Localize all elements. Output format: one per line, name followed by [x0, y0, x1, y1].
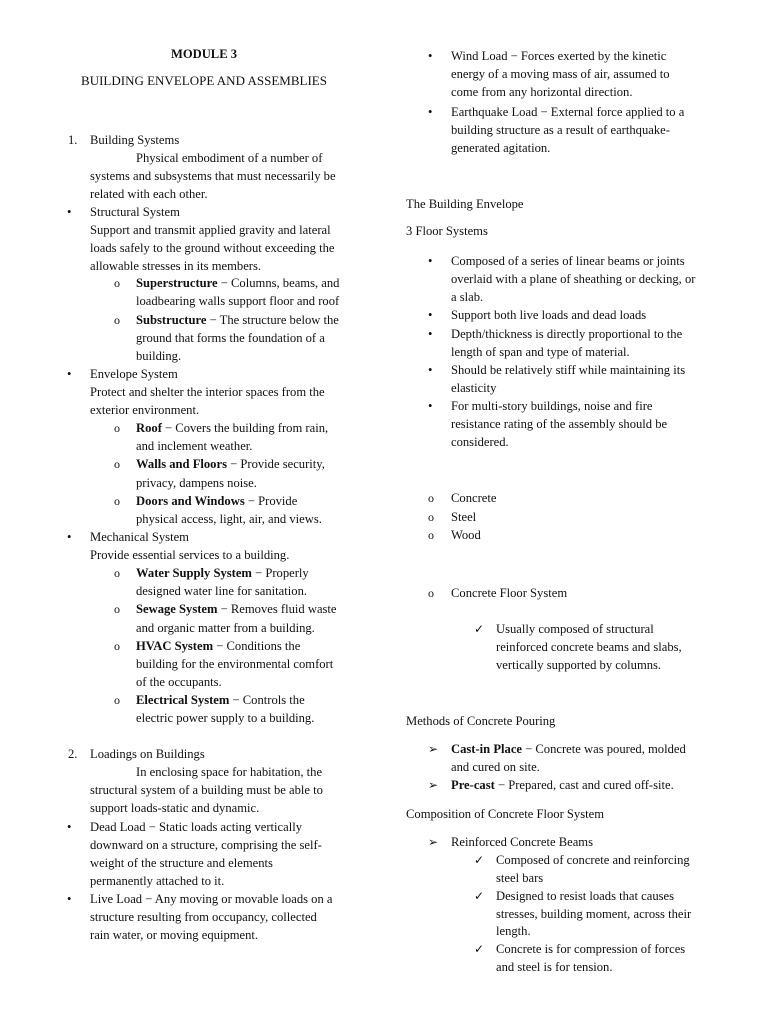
circle-bullet-icon: o — [114, 693, 120, 707]
floor-bullet-line: length of span and type of material. — [451, 345, 630, 359]
definition: − Controls the — [229, 693, 305, 707]
structural-desc-line: loads safely to the ground without exceeding the — [90, 241, 335, 255]
list-item-cont: of the occupants. — [136, 675, 222, 689]
material-item: Steel — [451, 510, 477, 524]
load-line: generated agitation. — [451, 141, 551, 155]
definition: − Covers the building from rain, — [161, 421, 329, 435]
circle-bullet-icon: o — [114, 276, 120, 290]
term: Pre-cast — [451, 778, 495, 792]
circle-bullet-icon: o — [114, 566, 120, 580]
method-cast-in-place — [451, 740, 686, 758]
term: Doors and Windows — [136, 494, 245, 508]
list-item-cont: designed water line for sanitation. — [136, 584, 308, 598]
check-icon: ✓ — [474, 853, 485, 867]
circle-bullet-icon: o — [428, 491, 434, 505]
list-item-walls-floors — [136, 455, 325, 473]
envelope-system-title: Envelope System — [90, 367, 178, 381]
load-line: Live Load − Any moving or movable loads on a — [90, 892, 333, 906]
floor-bullet-line: a slab. — [451, 290, 484, 304]
mechanical-system-title: Mechanical System — [90, 530, 189, 544]
section-desc-line: Physical embodiment of a number of — [136, 151, 323, 165]
check-item-line: and steel is for tension. — [496, 960, 613, 974]
load-line: energy of a moving mass of air, assumed to — [451, 67, 670, 81]
circle-bullet-icon: o — [114, 457, 120, 471]
circle-bullet-icon: o — [428, 586, 434, 600]
bullet-icon: • — [67, 367, 72, 381]
bullet-icon: • — [428, 49, 433, 63]
structural-system-title: Structural System — [90, 205, 180, 219]
list-item-cont: ground that forms the foundation of a — [136, 331, 325, 345]
term: Cast-in Place — [451, 742, 522, 756]
structural-desc-line: Support and transmit applied gravity and lateral — [90, 223, 331, 237]
check-icon: ✓ — [474, 889, 485, 903]
definition: − Conditions the — [213, 639, 301, 653]
list-item-roof — [136, 419, 328, 437]
section-title-building-systems: Building Systems — [90, 133, 180, 147]
load-line: building structure as a result of earthquake- — [451, 123, 670, 137]
bullet-icon: • — [67, 892, 72, 906]
term: Water Supply System — [136, 566, 252, 580]
section-desc-line: structural system of a building must be able to — [90, 783, 323, 797]
load-line: downward on a structure, comprising the self- — [90, 838, 322, 852]
list-item-water-supply — [136, 564, 309, 582]
bullet-icon: • — [67, 530, 72, 544]
definition: − Concrete was poured, molded — [522, 742, 686, 756]
section-desc-line: systems and subsystems that must necessarily be — [90, 169, 336, 183]
bullet-icon: • — [67, 205, 72, 219]
load-line: weight of the structure and elements — [90, 856, 273, 870]
circle-bullet-icon: o — [114, 602, 120, 616]
arrow-bullet-icon: ➢ — [428, 835, 439, 849]
load-line: Dead Load − Static loads acting vertically — [90, 820, 303, 834]
floor-bullet-line: resistance rating of the assembly should be — [451, 417, 668, 431]
bullet-icon: • — [67, 820, 72, 834]
definition: − The structure below the — [206, 313, 339, 327]
floor-bullet-line: elasticity — [451, 381, 497, 395]
load-line: structure resulting from occupancy, collected — [90, 910, 317, 924]
envelope-desc-line: exterior environment. — [90, 403, 200, 417]
list-item-electrical — [136, 691, 305, 709]
floor-bullet-line: Depth/thickness is directly proportional to the — [451, 327, 683, 341]
bullet-icon: • — [428, 327, 433, 341]
material-item: Wood — [451, 528, 481, 542]
floor-bullet-line: overlaid with a plane of sheathing or decking, or — [451, 272, 696, 286]
floor-bullet-line: For multi-story buildings, noise and fire — [451, 399, 653, 413]
structural-desc-line: allowable stresses in its members. — [90, 259, 262, 273]
term: HVAC System — [136, 639, 214, 653]
check-item-line: length. — [496, 924, 531, 938]
definition: − Columns, beams, and — [217, 276, 340, 290]
building-envelope-heading: The Building Envelope — [406, 197, 524, 211]
floor-systems-heading: 3 Floor Systems — [406, 224, 488, 238]
list-item-superstructure — [136, 274, 339, 292]
term: Electrical System — [136, 693, 230, 707]
list-item-cont: building. — [136, 349, 182, 363]
check-item-line: vertically supported by columns. — [496, 658, 662, 672]
arrow-bullet-icon: ➢ — [428, 778, 439, 792]
circle-bullet-icon: o — [114, 421, 120, 435]
concrete-floor-system-item: Concrete Floor System — [451, 586, 568, 600]
list-item-cont: and inclement weather. — [136, 439, 253, 453]
check-item-line: steel bars — [496, 871, 544, 885]
section-number-1: 1. — [68, 133, 78, 147]
list-item-cont: loadbearing walls support floor and roof — [136, 294, 340, 308]
term: Sewage System — [136, 602, 218, 616]
list-item-cont: physical access, light, air, and views. — [136, 512, 322, 526]
material-item: Concrete — [451, 491, 497, 505]
envelope-desc-line: Protect and shelter the interior spaces from the — [90, 385, 325, 399]
bullet-icon: • — [428, 399, 433, 413]
check-item-line: stresses, building moment, across their — [496, 907, 692, 921]
list-item-cont: electric power supply to a building. — [136, 711, 315, 725]
check-icon: ✓ — [474, 942, 485, 956]
load-line: come from any horizontal direction. — [451, 85, 633, 99]
bullet-icon: • — [428, 254, 433, 268]
module-subtitle: BUILDING ENVELOPE AND ASSEMBLIES — [81, 73, 327, 88]
bullet-icon: • — [428, 105, 433, 119]
section-title-loadings: Loadings on Buildings — [90, 747, 205, 761]
section-number-2: 2. — [68, 747, 78, 761]
methods-heading: Methods of Concrete Pouring — [406, 714, 556, 728]
list-item-sewage — [136, 600, 337, 618]
floor-bullet-line: Composed of a series of linear beams or joints — [451, 254, 685, 268]
floor-bullet-line: considered. — [451, 435, 509, 449]
check-item-line: reinforced concrete beams and slabs, — [496, 640, 682, 654]
composition-heading: Composition of Concrete Floor System — [406, 807, 604, 821]
circle-bullet-icon: o — [114, 639, 120, 653]
circle-bullet-icon: o — [114, 313, 120, 327]
arrow-bullet-icon: ➢ — [428, 742, 439, 756]
floor-bullet-line: Should be relatively stiff while maintaining its — [451, 363, 686, 377]
circle-bullet-icon: o — [114, 494, 120, 508]
term: Roof — [136, 421, 162, 435]
circle-bullet-icon: o — [428, 510, 434, 524]
circle-bullet-icon: o — [428, 528, 434, 542]
check-item-line: Composed of concrete and reinforcing — [496, 853, 690, 867]
section-desc-line: In enclosing space for habitation, the — [136, 765, 323, 779]
list-item-hvac — [136, 637, 300, 655]
definition: − Provide — [244, 494, 298, 508]
list-item-cont: and organic matter from a building. — [136, 621, 315, 635]
check-item-line: Designed to resist loads that causes — [496, 889, 675, 903]
term: Walls and Floors — [136, 457, 227, 471]
term: Substructure — [136, 313, 207, 327]
check-item-line: Usually composed of structural — [496, 622, 654, 636]
method-pre-cast — [451, 776, 674, 794]
load-line: rain water, or moving equipment. — [90, 928, 259, 942]
definition: − Removes fluid waste — [217, 602, 337, 616]
module-title: MODULE 3 — [170, 47, 238, 61]
load-line: Earthquake Load − External force applied to a — [451, 105, 685, 119]
load-line: Wind Load − Forces exerted by the kinetic — [451, 49, 667, 63]
list-item-cont: building for the environmental comfort — [136, 657, 334, 671]
method-cont: and cured on site. — [451, 760, 540, 774]
list-item-cont: privacy, dampens noise. — [136, 476, 257, 490]
definition: − Provide security, — [226, 457, 325, 471]
mechanical-desc-line: Provide essential services to a building. — [90, 548, 290, 562]
check-icon: ✓ — [474, 622, 485, 636]
composition-item: Reinforced Concrete Beams — [451, 835, 593, 849]
list-item-substructure — [136, 311, 339, 329]
load-line: permanently attached to it. — [90, 874, 225, 888]
term: Superstructure — [136, 276, 218, 290]
floor-bullet-line: Support both live loads and dead loads — [451, 308, 647, 322]
list-item-doors-windows — [136, 492, 297, 510]
check-item-line: Concrete is for compression of forces — [496, 942, 686, 956]
definition: − Prepared, cast and cured off-site. — [494, 778, 674, 792]
definition: − Properly — [251, 566, 309, 580]
bullet-icon: • — [428, 363, 433, 377]
section-desc-line: support loads-static and dynamic. — [90, 801, 260, 815]
section-desc-line: related with each other. — [90, 187, 208, 201]
bullet-icon: • — [428, 308, 433, 322]
